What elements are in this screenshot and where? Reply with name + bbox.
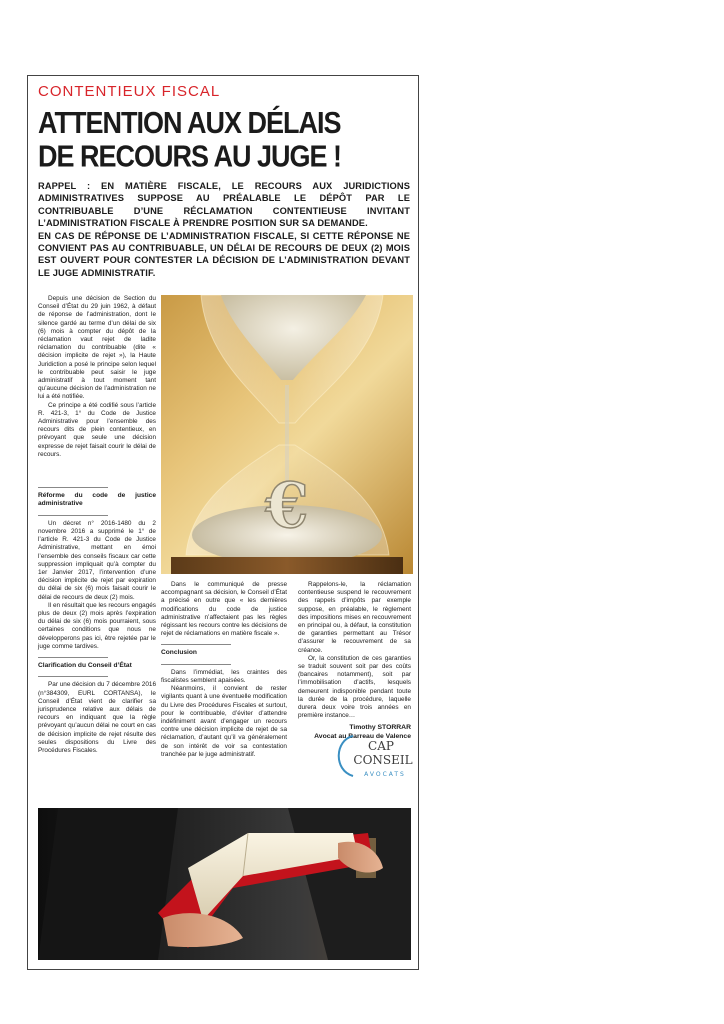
lead-paragraph-2: EN CAS DE RÉPONSE DE L’ADMINISTRATION FISCALE, SI CETTE RÉPONSE NE CONVIENT PAS AU CONTRIBUABLE, UN DÉLAI DE RECOURS DE DEUX (2) MOIS EST OUVERT POUR CONTESTER LA DÉCISION DE L’ADMINISTRATION DEVANT LE JUGE ADMINISTRATIF.	[38, 230, 410, 278]
logo-line-1: CAP	[368, 739, 394, 753]
body-paragraph-1: Depuis une décision de Section du Conseil d’État du 29 juin 1962, à défaut de réponse de l’administration, dont le silence gardé au terme d’un délai de six (6) mois à compter du dépôt de la réclamation vaut rejet de ladite réclamation du contribuable (dite « décision implicite de rejet »), la Haute Juridiction a posé le principe selon lequel le contribuable peut saisir le juge administratif à tout moment tant qu’aucune décision de l’administration ne lui a été notifiée.	[38, 295, 156, 401]
hourglass-euro-image	[161, 295, 413, 574]
cap-conseil-logo	[323, 724, 423, 794]
body-paragraph-3: Un décret n° 2016-1480 du 2 novembre 2016 a supprimé le 1° de l’article R. 421-3 du Code de Justice Administrative, mettant en émoi l’ensemble des conseils fiscaux car cette suppression impliquait qu’à compter du 1er Janvier 2017, l’intervention d’une décision implicite de rejet par expiration du délai de six (6) mois faisait courir le délai de recours de deux (2) mois.	[38, 519, 156, 601]
body-paragraph-6: Dans le communiqué de presse accompagnant sa décision, le Conseil d’État a précisé en outre que « les dernières modifications du code de justice administrative n’affectaient pas les règles régissant les recours contre les décisions de rejet de réclamations en matière fiscale ».	[161, 581, 287, 638]
book-illustration	[38, 808, 411, 960]
logo-line-2: CONSEIL	[353, 753, 413, 767]
divider	[38, 676, 108, 677]
body-paragraph-10: Or, la constitution de ces garanties se traduit souvent soit par des coûts (bancaires notamment), soit par l’immobilisation d’actifs, lesquels demeurent indisponible pendant toute la durée de la procédure, laquelle durera deux voire trois années en première instance…	[298, 654, 411, 720]
article-lead	[38, 180, 410, 279]
divider	[161, 644, 231, 645]
column-1	[38, 295, 156, 459]
section-tag: CONTENTIEUX FISCAL	[38, 83, 221, 100]
title-line-2: DE RECOURS AU JUGE !	[38, 139, 342, 174]
body-paragraph-4: Il en résultait que les recours engagés plus de deux (2) mois après l’expiration du délai de six (6) mois pourraient, sous certaines conditions que nous ne développerons pas ici, être rejetée par le juge comme tardives.	[38, 601, 156, 650]
divider	[38, 657, 108, 658]
column-2	[161, 581, 287, 759]
logo-mark	[323, 724, 423, 794]
divider	[161, 664, 231, 665]
article-frame	[27, 75, 419, 970]
svg-text:€: €	[265, 469, 309, 542]
author-role: Avocat au Barreau de Valence	[314, 733, 411, 741]
body-paragraph-5: Par une décision du 7 décembre 2016 (n°384309, EURL CORTANSA), le Conseil d’État vient de clarifier sa jurisprudence relative aux délais de recours en indiquant que la règle prévoyant qu’aucun délai ne court en cas de décision implicite de rejet résulte des seules dispositions du Livre des Procédures Fiscales.	[38, 681, 157, 755]
subheading-clarification: Clarification du Conseil d’État	[38, 662, 132, 670]
body-paragraph-2: Ce principe a été codifié sous l’article R. 421-3, 1° du Code de Justice Administrative pour l’ensemble des recours dits de plein contentieux, en prévoyant que seule une décision expresse de rejet faisait courir le délai de recours.	[38, 401, 156, 458]
subheading-conclusion: Conclusion	[161, 649, 197, 657]
column-3	[298, 581, 411, 742]
column-1-lower	[38, 481, 156, 755]
divider	[38, 487, 108, 488]
logo-line-3: AVOCATS	[364, 771, 406, 778]
divider	[38, 515, 108, 516]
body-paragraph-8: Néanmoins, il convient de rester vigilants quant à une éventuelle modification du Livre des Procédures Fiscales et surtout, pour le contribuable, d’éviter d’attendre indéfiniment avant d’engager un recours contre une décision implicite de rejet de sa réclamation, d’autant qu’il va généralement de son intérêt de voir sa contestation tranchée par le juge administratif.	[161, 685, 287, 758]
author-name: Timothy STORRAR	[349, 724, 411, 732]
lead-paragraph-1: RAPPEL : EN MATIÈRE FISCALE, LE RECOURS AUX JURIDICTIONS ADMINISTRATIVES SUPPOSE AU PRÉALABLE LE DÉPÔT PAR LE CONTRIBUABLE D’UNE RÉCLAMATION CONTENTIEUSE INVITANT L’ADMINISTRATION FISCALE À PRENDRE POSITION SUR SA DEMANDE.	[38, 181, 410, 229]
lawyer-book-photo	[38, 808, 411, 960]
title-line-1: ATTENTION AUX DÉLAIS	[38, 106, 341, 140]
body-paragraph-9: Rappelons-le, la réclamation contentieuse suspend le recouvrement des rappels d’impôts par exemple suppose, en préalable, le règlement des impositions mises en recouvrement en principal ou, à défaut, la constitution de garanties permettant au Trésor d’assurer le recouvrement de sa créance.	[298, 581, 411, 654]
subheading-reforme: Réforme du code de justice administrative	[38, 492, 156, 508]
body-paragraph-7: Dans l’immédiat, les craintes des fiscalistes semblent apaisées.	[161, 668, 287, 685]
hourglass-illustration	[161, 295, 413, 574]
article-title	[38, 106, 398, 173]
